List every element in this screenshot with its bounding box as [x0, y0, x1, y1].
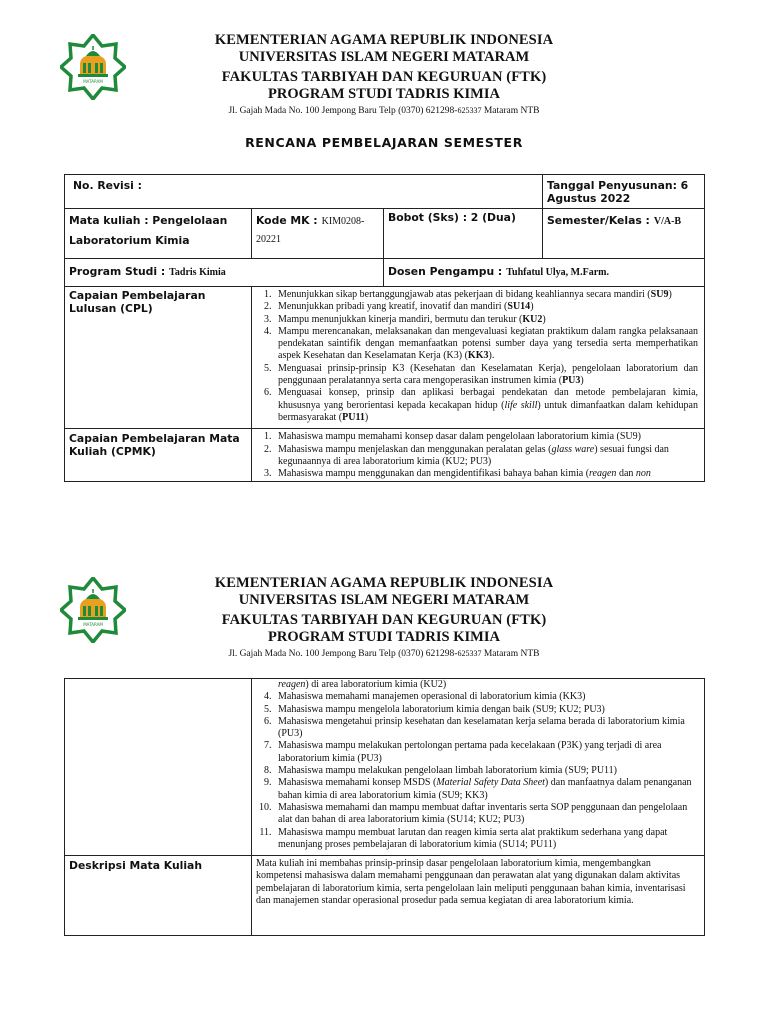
- program-name: PROGRAM STUDI TADRIS KIMIA: [268, 629, 500, 645]
- list-item: 5. Mahasiswa mampu mengelola laboratorium kimia dengan baik (SU9; KU2; PU3): [274, 704, 698, 716]
- list-item: 2. Mahasiswa mampu menjelaskan dan menggunakan peralatan gelas (glass ware) sesuai fungsi dan kegunaannya di area laboratorium kimia (KU2; PU3): [274, 444, 698, 469]
- list-item: 11. Mahasiswa mampu membuat larutan dan reagen kimia serta alat praktikum sederhana yang dapat menunjang proses pembelajaran di laboratorium kimia (SU14; PU11): [274, 827, 698, 852]
- cpmk-content-page1: [252, 429, 705, 482]
- tanggal-penyusunan-cell: Tanggal Penyusunan: 6 Agustus 2022: [543, 175, 705, 209]
- cpmk-continuation-line: reagen) di area laboratorium kimia (KU2): [278, 679, 447, 690]
- bobot-sks-cell: Bobot (Sks) : 2 (Dua): [384, 209, 543, 259]
- cpmk-content-page2: [252, 679, 705, 856]
- list-item: 1. Mahasiswa mampu memahami konsep dasar dalam pengelolaan laboratorium kimia (SU9): [274, 431, 698, 443]
- uin-mataram-logo-icon: [60, 577, 126, 643]
- document-title: RENCANA PEMBELAJARAN SEMESTER: [245, 135, 523, 150]
- letterhead-page2: [0, 575, 768, 665]
- list-item: 8. Mahasiswa mampu melakukan pengelolaan limbah laboratorium kimia (SU9; PU11): [274, 765, 698, 777]
- list-item: 6. Menguasai konsep, prinsip dan aplikasi berbagai pendekatan dan metode pembelajaran kimia, khususnya yang berorientasi kepada kecakapan hidup (life skill) untuk dimanfaatkan dalam kehidupan bermasyarakat (PU11): [274, 387, 698, 424]
- table-row: [65, 856, 705, 936]
- logo-caption: MATARAM: [83, 622, 103, 627]
- letterhead-page1: [0, 32, 768, 122]
- ministry-name: KEMENTERIAN AGAMA REPUBLIK INDONESIA: [214, 575, 554, 591]
- ministry-name: KEMENTERIAN AGAMA REPUBLIK INDONESIA: [214, 32, 554, 48]
- rps-info-table: [64, 174, 705, 482]
- no-revisi-cell: No. Revisi :: [65, 175, 543, 209]
- cpmk-list: [252, 431, 698, 480]
- cpl-content: [252, 287, 705, 429]
- list-item: 9. Mahasiswa memahami konsep MSDS (Material Safety Data Sheet) dan manfaatnya dalam penanganan bahan kimia di area laboratorium kimia (SU9; KK3): [274, 777, 698, 802]
- table-row: [65, 679, 705, 856]
- mata-kuliah-cell: Mata kuliah : Pengelolaan Laboratorium Kimia: [65, 209, 252, 259]
- table-row: [65, 429, 705, 482]
- semester-kelas-cell: Semester/Kelas : V/A-B: [543, 209, 705, 259]
- cpl-label: Capaian Pembelajaran Lulusan (CPL): [65, 287, 252, 429]
- deskripsi-label: Deskripsi Mata Kuliah: [65, 856, 252, 936]
- faculty-name: FAKULTAS TARBIYAH DAN KEGURUAN (FTK): [221, 69, 547, 85]
- deskripsi-text: Mata kuliah ini membahas prinsip-prinsip dasar pengelolaan laboratorium kimia, mengembangkan kompetensi mahasiswa dalam memahami penggunaan dan perawatan alat yang digunakan dalam aktivitas pembelajaran di laboratorium kimia, serta pengelolaan lain meliputi penggunaan bahan kimia, inventarisasi dan manajemen standar operasional prosedur pada semua kegiatan di area laboratorium kimia.: [252, 856, 705, 936]
- uin-mataram-logo-icon: [60, 34, 126, 100]
- address-line: Jl. Gajah Mada No. 100 Jempong Baru Telp (0370) 621298-625337 Mataram NTB: [228, 106, 540, 116]
- logo-caption: MATARAM: [83, 79, 103, 84]
- list-item: 1. Menunjukkan sikap bertanggungjawab atas pekerjaan di bidang keahliannya secara mandiri (SU9): [274, 289, 698, 301]
- list-item: 4. Mahasiswa memahami manajemen operasional di laboratorium kimia (KK3): [274, 691, 698, 703]
- cpl-list: [252, 289, 698, 424]
- program-name: PROGRAM STUDI TADRIS KIMIA: [268, 86, 500, 102]
- list-item: 3. Mahasiswa mampu menggunakan dan mengidentifikasi bahaya bahan kimia (reagen dan non: [274, 468, 698, 480]
- list-item: 2. Menunjukkan pribadi yang kreatif, inovatif dan mandiri (SU14): [274, 301, 698, 313]
- university-name: UNIVERSITAS ISLAM NEGERI MATARAM: [238, 49, 530, 65]
- table-row: [65, 175, 705, 209]
- kode-mk-cell: Kode MK : KIM0208-20221: [252, 209, 384, 259]
- university-name: UNIVERSITAS ISLAM NEGERI MATARAM: [238, 592, 530, 608]
- faculty-name: FAKULTAS TARBIYAH DAN KEGURUAN (FTK): [221, 612, 547, 628]
- list-item: 5. Menguasai prinsip-prinsip K3 (Kesehatan dan Keselamatan Kerja), pengelolaan laboratorium dan penggunaan peralatannya serta cara mengoperasikan instrumen kimia (PU3): [274, 363, 698, 388]
- address-line: Jl. Gajah Mada No. 100 Jempong Baru Telp (0370) 621298-625337 Mataram NTB: [228, 649, 540, 659]
- list-item: 4. Mampu merencanakan, melaksanakan dan mengevaluasi kegiatan praktikum dalam rangka pelaksanaan pendekatan saintifik dengan memanfaatkan potensi sumber daya yang tersedia serta memperhatikan aspek Kesehatan dan Keselamatan Kerja (K3) (KK3).: [274, 326, 698, 363]
- program-studi-cell: Program Studi : Tadris Kimia: [65, 259, 384, 287]
- list-item: 7. Mahasiswa mampu melakukan pertolongan pertama pada kecelakaan (P3K) yang terjadi di area laboratorium kimia (PU3): [274, 740, 698, 765]
- table-row: [65, 287, 705, 429]
- cpmk-list-continued: [252, 691, 698, 851]
- dosen-pengampu-cell: Dosen Pengampu : Tuhfatul Ulya, M.Farm.: [384, 259, 705, 287]
- table-row: [65, 209, 705, 259]
- table-row: [65, 259, 705, 287]
- cpmk-label: Capaian Pembelajaran Mata Kuliah (CPMK): [65, 429, 252, 482]
- rps-continuation-table: [64, 678, 705, 936]
- list-item: 10. Mahasiswa memahami dan mampu membuat daftar inventaris serta SOP penggunaan dan pengelolaan alat dan bahan di area laboratorium kimia (SU14; KU2; PU3): [274, 802, 698, 827]
- cpmk-label-continued: [65, 679, 252, 856]
- list-item: 3. Mampu menunjukkan kinerja mandiri, bermutu dan terukur (KU2): [274, 314, 698, 326]
- list-item: 6. Mahasiswa mengetahui prinsip kesehatan dan keselamatan kerja selama berada di laboratorium kimia (PU3): [274, 716, 698, 741]
